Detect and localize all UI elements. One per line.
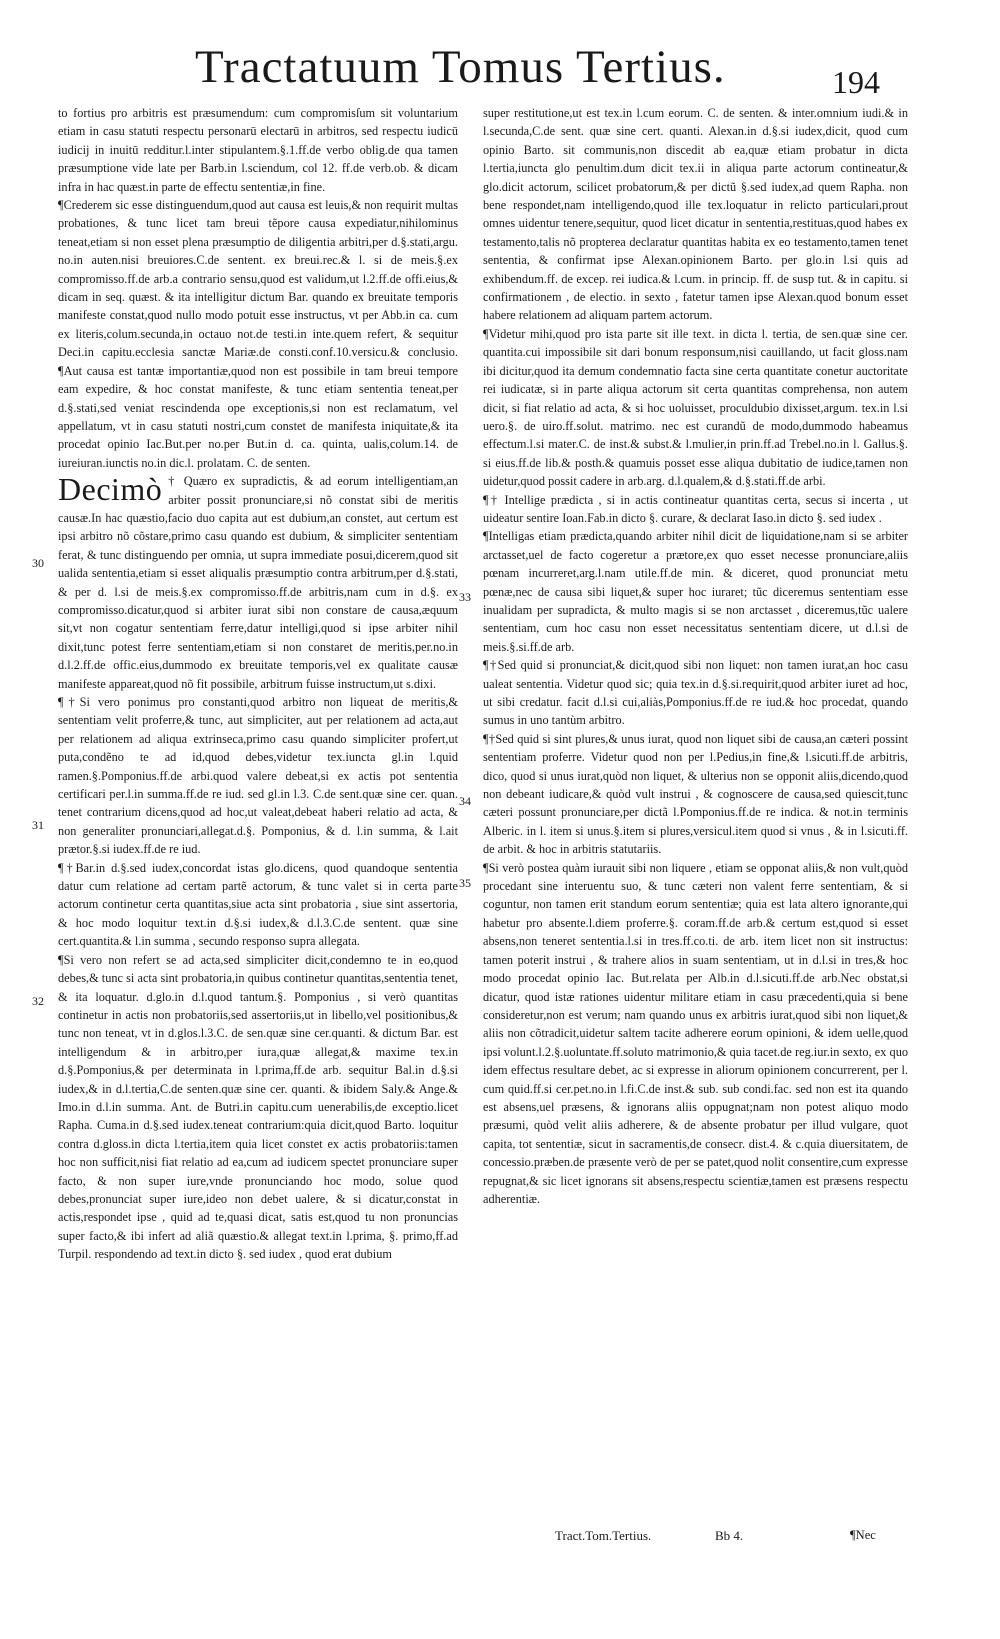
margin-number-32: 32 — [32, 994, 44, 1008]
catchword: ¶Nec — [850, 1528, 876, 1542]
running-title: Tractatuum Tomus Tertius. — [195, 41, 726, 93]
page-header — [0, 40, 1000, 110]
paragraph: ¶Videtur mihi,quod pro ista parte sit ille text. in dicta l. tertia, de sen.quæ sine cer. quantita.cui impossibile sit dari bonum responsum,nisi cauillando, ut facit gloss.nam ibi dicitur,quod ita demum condemnatio facta sine certa quantitate conetur auctoritate rei iudicatæ, si in parte aliqua actorum sit certa quantitas comprehensa, non autem dicit, si fiat relatio ad acta, & si hoc uoluisset, proculdubio dixisset,argum. tex.in l.si uero.§. de uiro.ff.solut. matrimo. nec est curandũ de modo,dummodo habeamus effectum.l.si mater.C. de inst.& subst.& l.mulier,in prin.ff.ad Trebel.no.in l. Gallus.§. si eius.ff.de lib.& posth.& quamuis posset esse aliqua dubitatio de iudice,tamen non uidetur,quod possit cadere in arb.arg. d.l.qualem,& d.§.stati.ff.de arbi. — [483, 326, 908, 489]
signature-mark: Bb 4. — [715, 1528, 744, 1543]
paragraph: ¶Intelligas etiam prædicta,quando arbiter nihil dicit de liquidatione,nam si se arbiter arctasset,uel de facto cogeretur a prætore,ex quo esset necesse pronunciare,aliis pœnam incurreret,arg.l.nam utile.ff.de min. & diceret, quod pronunciat metu pœnæ,nec de causa sibi liquet,& super hoc iuraret; tũc diceremus sententiam esse inualidam per supradicta, & multo magis si se non arctasset , diceremus,tũc ualere sententiam, cum hoc casu non esset necessitatus sententiam dicere, ut d.l.si de meis.§.si.ff.de arb. — [483, 529, 908, 654]
paragraph: ¶†Bar.in d.§.sed iudex,concordat istas glo.dicens, quod quandoque sententia datur cum relatione ad certam partẽ actorum, & tunc valet si in certa parte actorum continetur certa quantitas,siue acta sint probatoria , siue sint assertoria, & hoc modo loquitur text.in d.§.si iudex,& d.l.3.C.de sentent. quæ sine cert.quantita.& l.in summa , secundo responso supra allegata. — [58, 860, 458, 949]
right-column — [483, 104, 908, 1208]
margin-number-34: 34 — [459, 794, 471, 808]
margin-number-35: 35 — [459, 876, 471, 890]
margin-number-30: 30 — [32, 556, 44, 570]
drop-word-decimo: Decimò — [58, 471, 163, 508]
paragraph: super restitutione,ut est tex.in l.cum eorum. C. de senten. & inter.omnium iudi.& in l.secunda,C.de sent. quæ sine cert. quanti. Alexan.in d.§.si iudex,dicit, quod cum opinio Barto. sit communis,non discedit ab ea,quæ etiam probatur in dicta l.tertia,iuncta glo penultim.dum dicit tex.ii in aliqua parte actorum contineatur,& glo.dicit actorum, scilicet probatorum,& per dictũ §.sed iudex,ad quem Rapha. non bene respondet,nam intelligendo,quod ille tex.loquatur in relicto particulari,prout omnes uidentur tenere,sequitur, quod licet dicatur in sententia,restituas,quod habes ex testamento,talis nõ propterea declaratur quantitas habita ex eo testamento,tamen tenet sententia, & confirmat ipse Alexan.opinionem Barto. per glo.in l.si quis ad exhibendum.ff. de excep. rei iudica.& l.cum. in princip. ff. de susp tut. & in capitu. si confirmationem , de electio. in sexto , fatetur tamen ipse Alexan.quod bonum esset habere relationem ad aliquam partem actorum. — [483, 106, 908, 323]
page-footer — [0, 1528, 1000, 1552]
paragraph: ¶Si verò postea quàm iurauit sibi non liquere , etiam se opponat aliis,& non vult,quòd procedant sine interuentu suo, & tunc cæteri non valent ferre sententiam, & si coguntur, non tamen erit standum eorum sententiæ; quia est lata altero ignorante,qui habetur pro absente.l.diem proferre.§. coram.ff.de arb.& certum est,quod si esset absens,non teneret sententia.l.si in tres.ff.co.ti. de arb. item licet non sit instructus: tamen poterit instrui , & trahere alios in suam sententiam, ut in d.l.si in tres,& hoc modo procedat opinio Iac. But.relata per Alb.in d.l.sicuti.ff.de arb.Nec obstat,si dicatur, quod istæ rationes uidentur militare etiam in casu præcedenti,quia si bene consideretur,non est verum; nam quando unus ex arbitris iurat,quod sibi non liquet,& aliis non cõtradicit,uidetur saltem tacite adherere eorum opinioni, & idem uelle,quod ipsi volunt.l.2.§.uoluntate.ff.soluto matrimonio,& quia tacet.de reg.iur.in sexto, ex quo idem effectus resultare debet, ac si expresse in aliorum opinionem concurrerent, per l. cum quid.ff.si cer.pet.no.in l.fi.C.de inst.& sub. sub condi.fac. sed non est ita quando est absens,uel præsens, & ignorans aliis oppugnat;nam non potest aliquo modo præsumi, quòd velit aliis adherere, & de absente probatur per illud vulgare, quot capita, tot sententiæ, sicut in sacramentis,de consecr. dist.4. & c.quia diuersitatem, de concessio.præben.de præsente verò de per se patet,quod nolit consentire,cum expresse repugnat,& sic licet ignorans sit absens,respectu scientiæ,tamen est præsens respectu adherentiæ. — [483, 860, 908, 1206]
paragraph: to fortius pro arbitris est præsumendum: cum compromisſum sit voluntarium etiam in casu statuti respectu personarū electarū in arbitros, sed respectu iudicū iudicij in inuitū redditur.l.inter stipulantem.§.1.ff.de verbo oblig.de qua tamen præsumptione vide late per Barb.in l.sciendum, col 12. ff.de verb.ob. & dicam infra in hac quæst.in parte de effectu sententiæ,in fine. — [58, 106, 458, 194]
margin-number-31: 31 — [32, 818, 44, 832]
paragraph: ¶Crederem sic esse distinguendum,quod aut causa est leuis,& non requirit multas probationes, & tunc licet tam breui tẽpore causa expediatur,nihilominus teneat,etiam si non esset plena præsumptio de diligentia arbitri,per d.§.stati,argu. no.in auten.nisi breuiores.C.de sentent. ex breui.rec.& l. si de meis.§.ex compromisso.ff.de arb.a contrario sensu,quod est validum,ut l.2.ff.de offi.eius,& dicam in seq. quæst. & ita intelligitur dictum Bar. quando ex breuitate temporis manifeste constat,quod nullo modo potuit esse instructus, vt per Abb.in ca. cum ex literis,colum.secunda,in octauo not.de testi.in inte.quem refert, & sequitur Deci.in capitu.ecclesia sanctæ Mariæ.de consti.conf.10.versicu.& conclusio. ¶Aut causa est tantæ importantiæ,quod non est possibile in tam breui tempore eam expedire, & hoc constat manifeste, & tunc etiam sententia teneat,per d.§.stati,sed veniat rescindenda ope exceptionis,si non est reclamatum, vel appellatum, vt in casu statuti nostri,cum constet de manifesta iniquitate,& ita procedat opinio Iac.But.per no.per But.in d. ca. quinta, ualis,colum.14. de iureiuran.iunctis no.in dic.l. prolatam. C. de senten. — [58, 198, 458, 470]
paragraph: ¶†Sed quid si sint plures,& unus iurat, quod non liquet sibi de causa,an cæteri possint sententiam proferre. Videtur quod non per l.Pedius,in fine,& l.sicuti.ff.de arbitris, dico, quod si unus iurat,quòd non liquet, & ulterius non se opponit aliis,dicendo,quod non debeant iudicare,& quòd vult instrui , & cognoscere de causa,sed quiescit,tunc cæteri possunt pronunciare,per dictã l.Pomponius.ff.de re indica. & not.in terminis Alberic. in l. item si unus.§.item si plures,versicul.item quod si vnus , & in l.sicuti.ff. de arbit. & hoc in arbitris statutariis. — [483, 731, 908, 857]
paragraph: ¶†Si vero ponimus pro constanti,quod arbitro non liqueat de meritis,& sententiam velit proferre,& tunc, aut simpliciter, aut per relationem ad acta,aut per relationem ad aliqua extrinseca,primo casu quando simpliciter profert,ut puta,condẽno te ad id,quod debes,videtur tex.iuncta gl.in l.quid ramen.§.Pomponius.ff.de arbi.quod valere debeat,si ex actis pot sententia certificari per.l.in summa.ff.de re iud. sed gl.in l.3. C.de sent.quæ sine cer. quan. tenet contrarium dicens,quod ad hoc,ut valeat,debeat haberi relatio ad acta, & non generaliter pronunciari,allegat.d.§. Pomponius, & d. l.in summa, & l.ait prætor.§.si iudex.ff.de re iud. — [58, 695, 458, 857]
decimo-section — [58, 472, 458, 693]
paragraph: ¶† Intellige prædicta , si in actis contineatur quantitas certa, secus si incerta , ut uideatur sentire Ioan.Fab.in dicto §. curare, & declarat Iaso.in dicto §. sed iudex . — [483, 492, 908, 525]
signature-text: Tract.Tom.Tertius. — [555, 1528, 652, 1543]
paragraph: ¶†Sed quid si pronunciat,& dicit,quod sibi non liquet: non tamen iurat,an hoc casu ualeat sententia. Videtur quod sic; quia tex.in d.§.si.requirit,quod arbiter iuret ad hoc, ut sibi credatur. facit d.l.si cui,aliàs,Pomponius.ff.de re iud.& hoc procedat, quando sumus in uno tantùm arbitro. — [483, 658, 908, 728]
margin-number-33: 33 — [459, 590, 471, 604]
paragraph: † Quæro ex supradictis, & ad eorum intelligentiam,an arbiter possit pronunciare,si nõ constat sibi de meritis causæ.In hac quæstio,facio duo capita aut est dubium,an constet, aut certum est ipsi arbitro nõ cõstare,primo casu quando est dubium, & simpliciter sententiam ferat, & tunc distinguendo per omnia, ut supra immediate posui,dicerem,quod sit ualida sententia,etiam si esset aliqualis præsumptio contra arbitrum,per d.§.stati, & per d. l.si de meis.§.ex compromisso.ff.de arbitris,nam cum in d.§. ex compromisso.dicatur,quod si arbiter iurat sibi non constare de causa,æquum sit,vt non cogatur sententiam ferre,datur intelligi,quod si ipse arbiter nihil dixit,tunc potest ferre sententiam,etiam si non constaret de meritis,per.no.in d.l.2.ff.de offic.eius,dummodo ex breuitate temporis,vel ex qualitate causæ manifeste appareat,quod nõ fit possibile, arbitrum fuisse instructum,ut s.dixi. — [58, 474, 458, 691]
folio-number: 194 — [832, 64, 880, 100]
left-column — [58, 104, 458, 1264]
paragraph: ¶Si vero non refert se ad acta,sed simpliciter dicit,condemno te in eo,quod debes,& tunc si acta sint probatoria,in quibus continetur quantitas,sententia tenet, & ita loquatur. d.glo.in d.l.quod tantum.§. Pomponius , si verò quantitas continetur in actis non probatoriis,sed assertoriis,ut in libello,vel positionibus,& tunc non teneat, vt in d.glos.l.3.C. de sen.quæ sine cer.quanti. & dictum Bar. est intelligendum & in arbitro,per iura,quæ allegat,& maxime tex.in d.§.Pomponius,& per determinata in l.prima,ff.de arb. sequitur Bal.in d.§.si iudex,& in d.l.tertia,C.de senten.quæ sine cer. quanti. & ibidem Saly.& Ange.& Imo.in d.l.in summa. Ant. de Butri.in capitu.cum uenerabilis,de exceptio.licet Rapha. Cuma.in d.§.sed iudex.teneat contrarium:quia dicit,quod Barto. loquitur contra d.gloss.in dicta l.tertia,item quia licet constet ex actis probatoriis:tamen hoc non sufficit,nisi fiat relatio ad ea,cum ad iudicem spectet pronunciare super facto, & non super iure,vnde pronunciando hoc modo, solue quod debes,pronunciat super iure,ideo non debet ualere, & si dicatur,constat in actis,respondet ipse , quid ad te,quasi dicat, satis est,quod tu non pronuncias super facto,& ibi infert ad aliã quæstio.& allegat text.in l.prima, §. primo,ff.ad Turpil. respondendo ad text.in dicto §. sed iudex , quod erat dubium — [58, 952, 458, 1262]
